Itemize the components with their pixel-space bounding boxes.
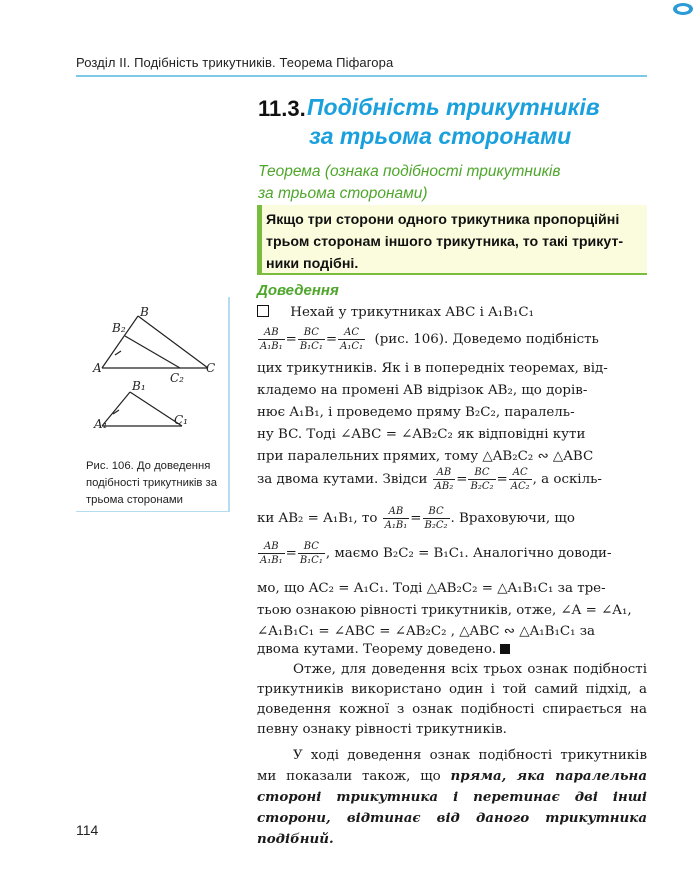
theorem-line: трьом сторонам іншого трикутника, то такі трикут- (266, 234, 624, 250)
theorem-title-line2: за трьома сторонами) (258, 185, 428, 202)
running-header: Розділ ІІ. Подібність трикутників. Теорема Піфагора (76, 55, 394, 70)
proof-line: тьою ознакою рівності трикутників, отже, ∠A = ∠A₁, (257, 603, 632, 618)
fraction: $\frac{AB}{\text{A₁B₁}}$ (260, 541, 283, 566)
proof-text: , а оскіль- (532, 472, 602, 487)
conclusion-text: У ході доведення ознак подібності трикутників ми показали також, що (257, 748, 647, 784)
label-a1: A₁ (94, 417, 108, 431)
fraction: $\frac{BC}{\text{B₁C₁}}$ (299, 541, 323, 566)
proof-start-icon (257, 305, 269, 317)
page-number: 114 (76, 822, 99, 838)
label-c1: C₁ (174, 413, 188, 427)
proof-line: $\frac{AB}{\text{A₁B₁}}$ = $\frac{BC}{\text{B₁C₁}}$ , маємо B₂C₂ = B₁C₁. Аналогічно доводи- (260, 541, 612, 566)
fraction: $\frac{BC}{\text{B₂C₂}}$ (424, 506, 448, 531)
fraction: $\frac{AC}{\text{A₁C₁}}$ (340, 327, 363, 352)
label-b2: B₂ (112, 321, 126, 335)
proof-line: цих трикутників. Як і в попередніх теоремах, від- (257, 361, 608, 376)
proof-line (257, 303, 647, 323)
fraction: $\frac{BC}{\text{B₁C₁}}$ (299, 327, 323, 352)
publisher-logo-icon (672, 2, 694, 16)
label-c2: C₂ (170, 371, 184, 385)
section-number: 11.3. (258, 96, 306, 121)
label-a: A (93, 361, 102, 375)
proof-line: ки AB₂ = A₁B₁, то $\frac{AB}{\text{A₁B₁}}$ = $\frac{BC}{\text{B₂C₂}}$ . Враховуючи, що (257, 506, 575, 531)
conclusion-emphasis: пряма, яка паралельна стороні трикутника і перетинає дві інші сторони, відтинає від даного трикутника подібний. (257, 768, 647, 847)
proof-text: Нехай у трикутниках ABC і A₁B₁C₁ (290, 305, 534, 320)
label-b1: B₁ (132, 379, 146, 393)
section-title-line2: за трьома сторонами (309, 123, 572, 149)
proof-line: нює A₁B₁, і проведемо пряму B₂C₂, паралель- (257, 405, 575, 420)
proof-line: мо, що AC₂ = A₁C₁. Тоді △AB₂C₂ = △A₁B₁C₁ за тре- (257, 581, 606, 596)
fraction: $\frac{AB}{\text{AB₂}}$ (434, 467, 454, 492)
fraction: $\frac{AB}{\text{A₁B₁}}$ (384, 506, 408, 531)
theorem-title-line1: Теорема (ознака подібності трикутників (258, 163, 561, 180)
proof-line (257, 640, 647, 660)
proof-line: $\frac{AB}{\text{A₁B₁}}$ = $\frac{BC}{\text{B₁C₁}}$ = $\frac{AC}{\text{A₁C₁}}$ (рис. 106). Доведемо подібність (260, 327, 599, 352)
proof-line: за двома кутами. Звідси $\frac{AB}{\text{AB₂}}$ = $\frac{BC}{\text{B₂C₂}}$ = $\frac{AC}{\text{AC₂}}$ , а оскіль- (257, 467, 602, 492)
proof-text: . Враховуючи, що (450, 511, 575, 526)
fraction: $\frac{AC}{\text{AC₂}}$ (510, 467, 530, 492)
proof-line: ∠A₁B₁C₁ = ∠ABC = ∠AB₂C₂ , △ABC ∾ △A₁B₁C₁ за (257, 624, 595, 639)
proof-text: за двома кутами. Звідси (257, 472, 428, 487)
paragraph-summary: Отже, для доведення всіх трьох ознак подібності трикутників використано один і той самий підхід, а доведення кожної з ознак подібності спирається на певну ознаку рівності трикутників. (257, 662, 647, 737)
theorem-title (258, 161, 560, 205)
section-title-line1: Подібність трикутників (307, 94, 600, 120)
figure-caption: Рис. 106. До доведення подібності трикутників за трьома сторонами (86, 460, 217, 506)
section-title (307, 93, 600, 151)
proof-text: ки AB₂ = A₁B₁, то (257, 511, 378, 526)
proof-end-icon (500, 644, 510, 654)
label-b: B (140, 305, 149, 319)
fraction: $\frac{AB}{\text{A₁B₁}}$ (260, 327, 283, 352)
proof-text: , маємо B₂C₂ = B₁C₁. Аналогічно доводи- (325, 546, 612, 561)
proof-line: при паралельних прямих, тому △AB₂C₂ ∾ △ABC (257, 449, 594, 464)
figure-106-triangles (90, 300, 225, 435)
proof-line: ну BC. Тоді ∠ABC = ∠AB₂C₂ як відповідні кути (257, 427, 586, 442)
theorem-line: ники подібні. (266, 256, 359, 272)
header-divider (76, 75, 647, 77)
theorem-statement (266, 209, 642, 275)
proof-title: Доведення (257, 282, 339, 299)
fraction: $\frac{BC}{\text{B₂C₂}}$ (470, 467, 494, 492)
theorem-line: Якщо три сторони одного трикутника пропорційні (266, 212, 620, 228)
paragraph-conclusion (257, 746, 647, 850)
label-c: C (206, 361, 216, 375)
proof-line: кладемо на промені AB відрізок AB₂, що дорів- (257, 383, 588, 398)
proof-text: (рис. 106). Доведемо подібність (374, 332, 599, 347)
proof-text: двома кутами. Теорему доведено. (257, 642, 497, 657)
